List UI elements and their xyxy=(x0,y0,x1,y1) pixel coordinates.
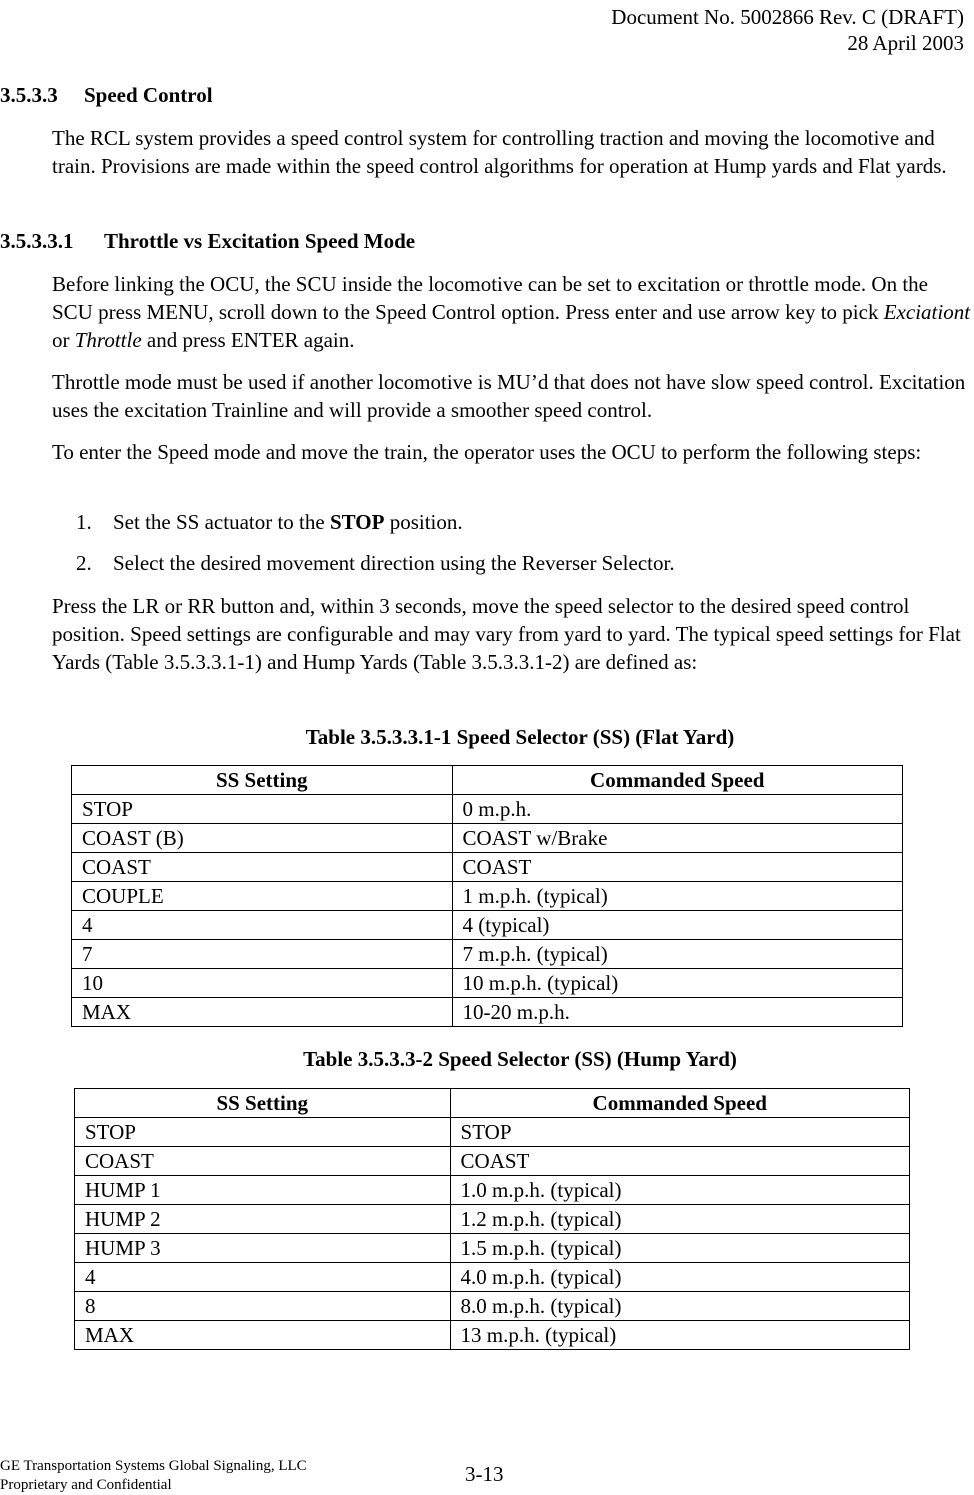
emphasis-throttle: Throttle xyxy=(74,328,142,352)
table-header-row xyxy=(75,1089,910,1118)
paragraph-enter-speed-mode: To enter the Speed mode and move the train, the operator uses the OCU to perform the following steps: xyxy=(52,440,922,464)
footer-company: GE Transportation Systems Global Signaling, LLC xyxy=(0,1458,307,1474)
table-row xyxy=(72,882,903,911)
table-cell: COAST xyxy=(72,853,453,882)
table-row xyxy=(72,911,903,940)
table-row xyxy=(75,1118,910,1147)
table-cell: STOP xyxy=(72,795,453,824)
table-row xyxy=(72,998,903,1027)
page-footer xyxy=(0,1457,307,1495)
table-cell: 8.0 m.p.h. (typical) xyxy=(450,1292,909,1321)
table-cell: 8 xyxy=(75,1292,451,1321)
table-cell: HUMP 1 xyxy=(75,1176,451,1205)
paragraph-press-lr-rr: Press the LR or RR button and, within 3 seconds, move the speed selector to the desired speed control position. Speed settings are configurable and may vary from yard to yard. The typical speed settings for Flat Yards (Table 3.5.3.3.1-1) and Hump Yards (Table 3.5.3.3.1-2) are defined as: xyxy=(52,594,961,674)
paragraph-speed-control-intro: The RCL system provides a speed control system for controlling traction and moving the locomotive and train. Provisions are made within the speed control algorithms for operation at Hump yards and Flat yards. xyxy=(52,126,947,178)
table-cell: HUMP 3 xyxy=(75,1234,451,1263)
column-header-commanded-speed: Commanded Speed xyxy=(452,766,902,795)
table-cell: COAST xyxy=(75,1147,451,1176)
table-cell: 10 xyxy=(72,969,453,998)
table-row xyxy=(75,1321,910,1350)
emphasis-stop: STOP xyxy=(329,510,385,534)
page-header xyxy=(611,4,964,56)
table-row xyxy=(75,1176,910,1205)
section-number: 3.5.3.3.1 xyxy=(0,229,74,253)
table-cell: 7 m.p.h. (typical) xyxy=(452,940,902,969)
emphasis-excitation: Exciationt xyxy=(883,300,971,324)
column-header-commanded-speed: Commanded Speed xyxy=(450,1089,909,1118)
table-cell: COAST (B) xyxy=(72,824,453,853)
section-heading-speed-control xyxy=(0,83,213,108)
table-caption-flat-yard: Table 3.5.3.3.1-1 Speed Selector (SS) (Flat Yard) xyxy=(305,725,735,749)
table-row xyxy=(72,969,903,998)
table-row xyxy=(75,1205,910,1234)
table-cell: 10 m.p.h. (typical) xyxy=(452,969,902,998)
table-row xyxy=(75,1263,910,1292)
table-cell: 1.5 m.p.h. (typical) xyxy=(450,1234,909,1263)
table-row xyxy=(72,795,903,824)
section-title: Throttle vs Excitation Speed Mode xyxy=(104,229,416,253)
table-row xyxy=(72,853,903,882)
table-cell: 4 (typical) xyxy=(452,911,902,940)
table-cell: COUPLE xyxy=(72,882,453,911)
table-cell: MAX xyxy=(72,998,453,1027)
list-number: 2. xyxy=(76,551,92,575)
table-cell: 13 m.p.h. (typical) xyxy=(450,1321,909,1350)
table-cell: COAST w/Brake xyxy=(452,824,902,853)
table-cell: MAX xyxy=(75,1321,451,1350)
text-run: Before linking the OCU, the SCU inside the locomotive can be set to excitation or throttle mode. On the SCU press MENU, scroll down to the Speed Control option. Press enter and use arrow key to pick xyxy=(52,272,928,324)
paragraph-throttle-mode: Throttle mode must be used if another locomotive is MU’d that does not have slow speed control. Excitation uses the excitation Trainline and will provide a smoother speed control. xyxy=(52,370,966,422)
text-run: and press ENTER again. xyxy=(141,328,355,352)
table-row xyxy=(72,824,903,853)
list-item-step-2 xyxy=(76,549,675,577)
footer-confidential: Proprietary and Confidential xyxy=(0,1477,172,1493)
list-item-step-1 xyxy=(76,508,463,536)
table-cell: 7 xyxy=(72,940,453,969)
section-number: 3.5.3.3 xyxy=(0,83,58,107)
paragraph-linking-ocu xyxy=(52,270,974,354)
table-row xyxy=(75,1292,910,1321)
table-cell: STOP xyxy=(450,1118,909,1147)
speed-selector-hump-yard-table xyxy=(74,1088,910,1350)
table-cell: 10-20 m.p.h. xyxy=(452,998,902,1027)
text-run: Set the SS actuator to the xyxy=(113,510,330,534)
table-cell: 1 m.p.h. (typical) xyxy=(452,882,902,911)
table-header-row xyxy=(72,766,903,795)
text-run: or xyxy=(52,328,75,352)
table-cell: HUMP 2 xyxy=(75,1205,451,1234)
table-cell: 4.0 m.p.h. (typical) xyxy=(450,1263,909,1292)
text-run: position. xyxy=(384,510,463,534)
section-heading-throttle-vs-excitation xyxy=(0,229,415,254)
table-cell: STOP xyxy=(75,1118,451,1147)
speed-selector-flat-yard-table xyxy=(71,765,903,1027)
table-cell: COAST xyxy=(450,1147,909,1176)
table-cell: 1.0 m.p.h. (typical) xyxy=(450,1176,909,1205)
table-cell: COAST xyxy=(452,853,902,882)
table-row xyxy=(75,1147,910,1176)
text-run: Select the desired movement direction using the Reverser Selector. xyxy=(113,551,675,575)
table-caption-hump-yard: Table 3.5.3.3-2 Speed Selector (SS) (Hump Yard) xyxy=(303,1047,737,1071)
table-cell: 4 xyxy=(75,1263,451,1292)
table-row xyxy=(72,940,903,969)
column-header-ss-setting: SS Setting xyxy=(72,766,453,795)
table-cell: 1.2 m.p.h. (typical) xyxy=(450,1205,909,1234)
table-cell: 0 m.p.h. xyxy=(452,795,902,824)
column-header-ss-setting: SS Setting xyxy=(75,1089,451,1118)
section-title: Speed Control xyxy=(84,83,213,107)
table-cell: 4 xyxy=(72,911,453,940)
list-number: 1. xyxy=(76,510,92,534)
document-date: 28 April 2003 xyxy=(847,31,964,55)
table-row xyxy=(75,1234,910,1263)
document-number: Document No. 5002866 Rev. C (DRAFT) xyxy=(611,5,964,29)
page-number: 3-13 xyxy=(465,1462,504,1486)
